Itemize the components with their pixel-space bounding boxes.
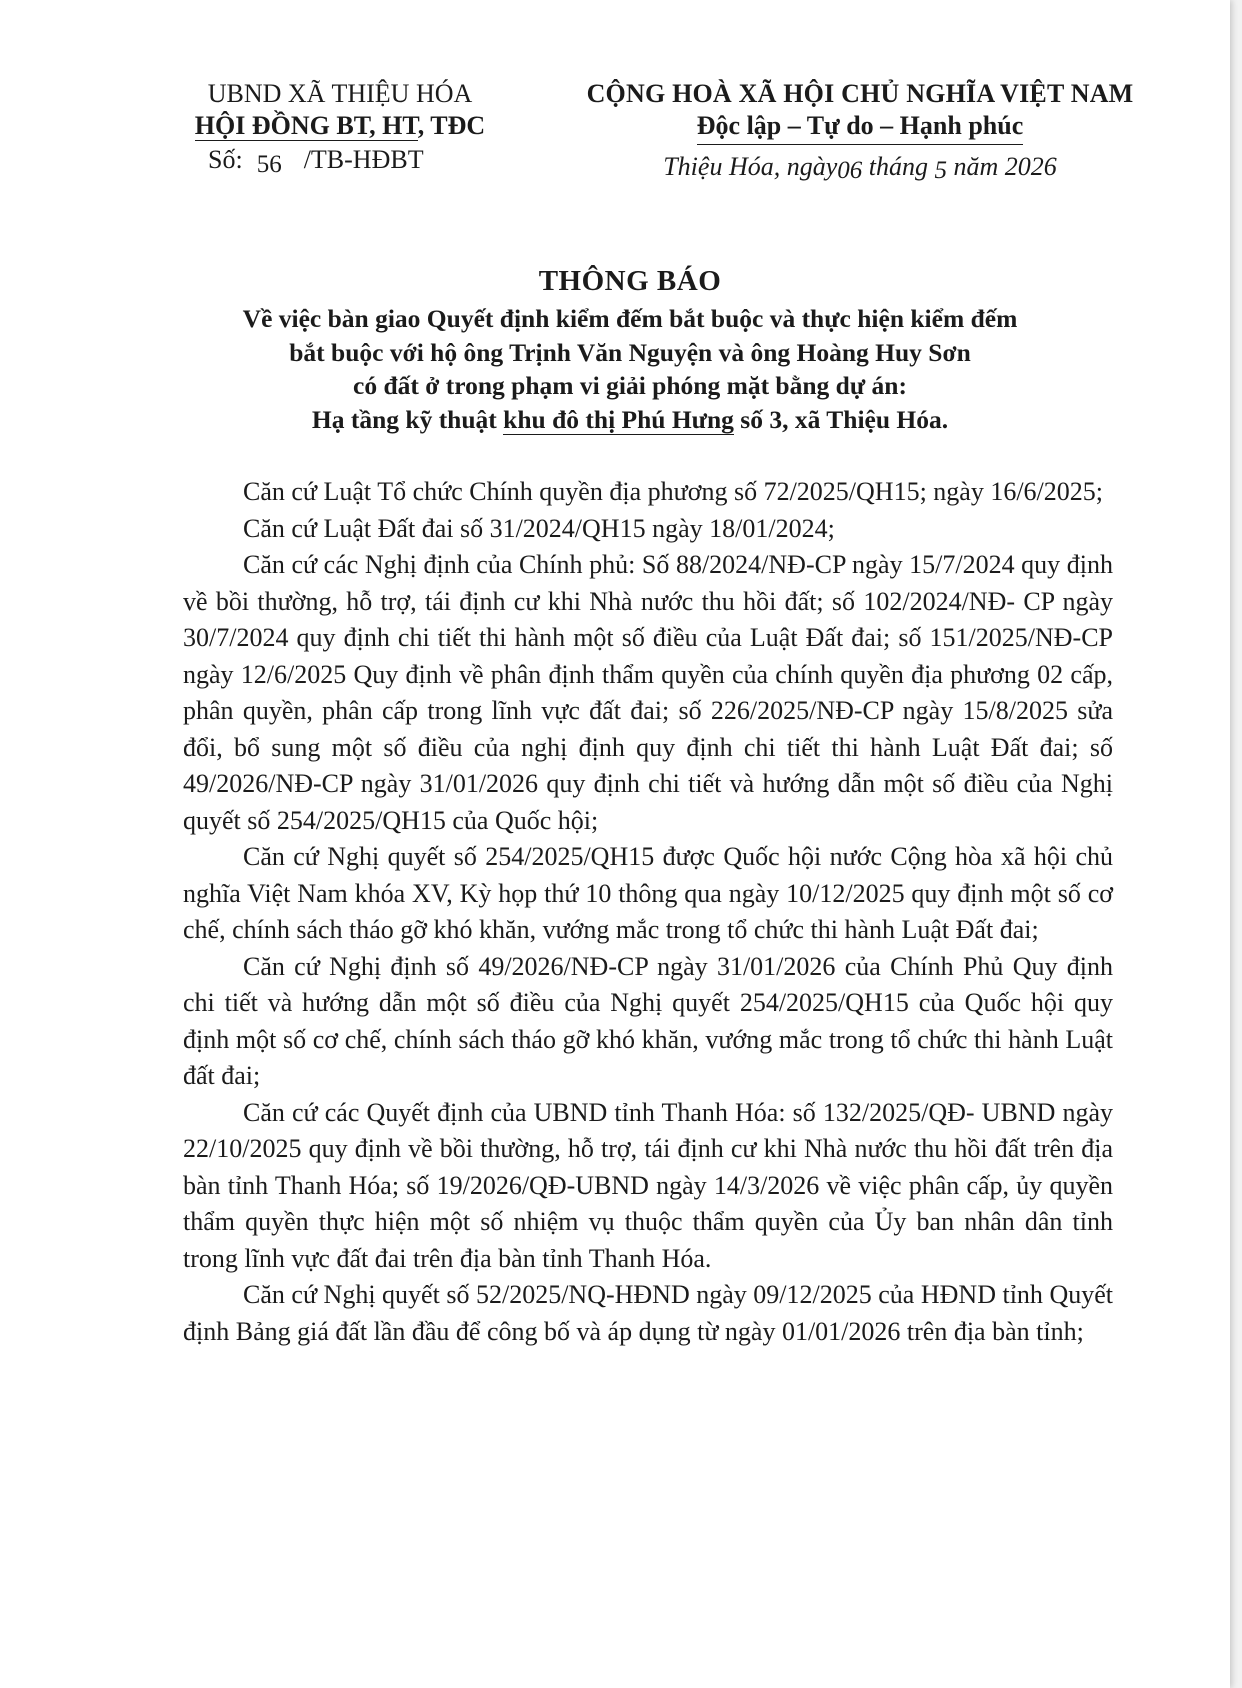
legal-basis-paragraph: Căn cứ Luật Tổ chức Chính quyền địa phương số 72/2025/QH15; ngày 16/6/2025; (243, 477, 1104, 506)
number-value: 56 (256, 151, 282, 178)
national-motto: Độc lập – Tự do – Hạnh phúc (697, 110, 1024, 145)
legal-basis-paragraph: Căn cứ các Quyết định của UBND tỉnh Thanh Hóa: số 132/2025/QĐ- UBND ngày 22/10/2025 quy định về bồi thường, hỗ trợ, tái định cư khi Nhà nước thu hồi đất trên địa bàn tỉnh Thanh Hóa; số 19/2026/QĐ-UBND ngày 14/3/2026 về việc phân cấp, ủy quyền thẩm quyền thực hiện một số nhiệm vụ thuộc thẩm quyền của Ủy ban nhân dân tỉnh trong lĩnh vực đất đai trên địa bàn tỉnh Thanh Hóa. (183, 1097, 1113, 1273)
date-suffix: năm 2026 (947, 152, 1057, 181)
subject-line-3: có đất ở trong phạm vi giải phóng mặt bằng dự án: (353, 371, 907, 400)
legal-basis-paragraph: Căn cứ Nghị quyết số 52/2025/NQ-HĐND ngày 09/12/2025 của HĐND tỉnh Quyết định Bảng giá đất lần đầu để công bố và áp dụng từ ngày 01/01/2026 trên địa bàn tỉnh; (183, 1280, 1113, 1346)
subject-project-name: khu đô thị Phú Hưng (503, 404, 734, 434)
document-subject (130, 302, 1130, 436)
legal-basis-paragraph: Căn cứ Nghị định số 49/2026/NĐ-CP ngày 31/01/2026 của Chính Phủ Quy định chi tiết và hướng dẫn một số điều của Nghị quyết 254/2025/QH15 của Quốc hội quy định một số cơ chế, chính sách tháo gỡ khó khăn, vướng mắc trong tổ chức thi hành Luật đất đai; (183, 951, 1113, 1090)
document-body (183, 474, 1113, 1350)
document-title: THÔNG BÁO (538, 265, 722, 297)
legal-basis-paragraph: Căn cứ Nghị quyết số 254/2025/QH15 được Quốc hội nước Cộng hòa xã hội chủ nghĩa Việt Nam khóa XV, Kỳ họp thứ 10 thông qua ngày 10/12/2025 quy định một số cơ chế, chính sách tháo gỡ khó khăn, vướng mắc trong tổ chức thi hành Luật Đất đai; (183, 842, 1113, 944)
authority-name: UBND XÃ THIỆU HÓA (207, 79, 473, 108)
national-header-block (560, 78, 1160, 184)
date-mid: tháng (862, 152, 935, 181)
issuing-authority-block (160, 78, 520, 177)
subject-line-4-start: Hạ tầng kỹ thuật (311, 404, 504, 434)
subject-line-2: bắt buộc với hộ ông Trịnh Văn Nguyện và ông Hoàng Huy Sơn (289, 337, 971, 367)
subject-line-4-end: số 3, xã Thiệu Hóa. (733, 404, 949, 434)
place-date (560, 151, 1160, 184)
council-name-rest: , TĐC (417, 111, 486, 140)
council-name (195, 110, 485, 142)
council-name-underlined: HỘI ĐỒNG BT, HT (194, 111, 418, 140)
number-prefix: Số: (208, 145, 243, 174)
subject-line-4 (130, 403, 1130, 437)
legal-basis-paragraph: Căn cứ Luật Đất đai số 31/2024/QH15 ngày 18/01/2024; (243, 513, 835, 543)
nation-name: CỘNG HOÀ XÃ HỘI CHỦ NGHĨA VIỆT NAM (586, 79, 1134, 108)
subject-line-1: Về việc bàn giao Quyết định kiểm đếm bắt buộc và thực hiện kiểm đếm (242, 304, 1018, 333)
date-day: 06 (837, 157, 863, 184)
number-suffix: /TB-HĐBT (303, 145, 424, 174)
date-prefix: Thiệu Hóa, ngày (663, 152, 838, 181)
document-number (160, 144, 520, 177)
legal-basis-paragraph: Căn cứ các Nghị định của Chính phủ: Số 88/2024/NĐ-CP ngày 15/7/2024 quy định về bồi thường, hỗ trợ, tái định cư khi Nhà nước thu hồi đất; số 102/2024/NĐ- CP ngày 30/7/2024 quy định chi tiết thi hành một số điều của Luật Đất đai; số 151/2025/NĐ-CP ngày 12/6/2025 Quy định về phân định thẩm quyền của chính quyền địa phương 02 cấp, phân quyền, phân cấp trong lĩnh vực đất đai; số 226/2025/NĐ-CP ngày 15/8/2025 sửa đổi, bổ sung một số điều của nghị định quy định chi tiết thi hành Luật Đất đai; số 49/2026/NĐ-CP ngày 31/01/2026 quy định chi tiết và hướng dẫn một số điều của Nghị quyết số 254/2025/QH15 của Quốc hội; (183, 550, 1113, 835)
date-month: 5 (934, 157, 947, 184)
